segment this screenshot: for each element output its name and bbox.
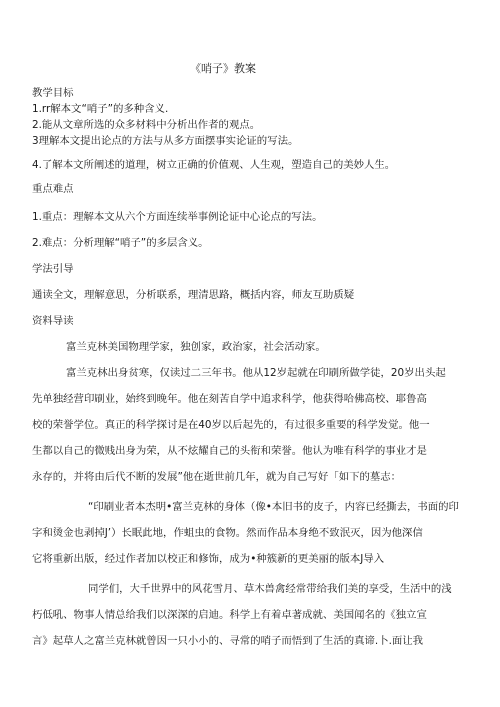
epitaph-line: 字和烫金也剥掉J’）长眠此地，作蛆虫的食物。然而作品本身绝不致泯灭，因为他深信 (32, 527, 423, 539)
page-title: 《哨子》教案 (190, 62, 256, 75)
key-point-1: 1.重点：理解本文从六个方面连续举事例论证中心论点的写法。 (32, 211, 323, 223)
key-points-heading: 重点难点 (32, 183, 74, 195)
reading-line: 富兰克林美国物理学家，独创家，政治家，社会活动家。 (66, 341, 326, 353)
method-heading: 学法引导 (32, 263, 74, 275)
key-point-2: 2.难点：分析理解“哨子”的多层含义。 (32, 237, 209, 249)
reading-heading: 资料导读 (32, 315, 74, 327)
objective-2: 2.能从文章所选的众多材料中分析出作者的观点。 (32, 119, 261, 131)
reading-line: 永存的，并将由后代不断的发展”他在逝世前几年，就为自己写好「如下的墓志： (32, 471, 402, 483)
intro-line: 言》起草人之富兰克林就曾因一只小小的、寻常的哨子而悟到了生活的真谛.卜.面让我 (32, 635, 424, 647)
objective-1: 1.rr解本文“哨子”的多种含义. (32, 103, 169, 115)
intro-line: 朽低吼、物事人情总给我们以深深的启迪。科学上有着卓著成就、美国闻名的《独立宣 (32, 609, 427, 621)
epitaph-line: “印刷业者本杰明•富兰克林的身体（像•本旧书的皮子，内容已经撕去，书面的印 (88, 501, 459, 513)
epitaph-line: 它将重新出版，经过作者加以校正和修饰，成为•种簇新的更美丽的版本J导入 (32, 553, 385, 565)
objectives-heading: 教学目标 (32, 87, 74, 99)
reading-line: 先单独经营印刷业，始终到晚年。他在刻苦自学中追求科学，他获得哈佛高校、耶鲁高 (32, 393, 427, 405)
objective-3: 3理解本文提出论点的方法与从多方面摆事实论证的写法。 (32, 135, 299, 147)
reading-line: 校的荣誉学位。真正的科学探讨是在40岁以后起先的，有过很多重要的科学发觉。他一 (32, 419, 430, 431)
reading-line: 富兰克林出身贫寒，仅读过二三年书。他从12岁起就在印刷所做学徒，20岁出头起 (66, 367, 446, 379)
intro-line: 同学们，大千世界中的风花雪月、草木兽禽经常带给我们美的享受，生活中的浅 (88, 583, 452, 595)
objective-4: 4.了解本文所阐述的道理，树立正确的价值观、人生观，塑造自己的美妙人生。 (32, 159, 396, 171)
reading-line: 生都以自己的微贱出身为荣，从不炫耀自己的头衔和荣誉。他认为唯有科学的事业才是 (32, 445, 427, 457)
method-text: 通读全文，理解意思，分析联系，理清思路，概括内容，师友互助质疑 (32, 289, 355, 301)
